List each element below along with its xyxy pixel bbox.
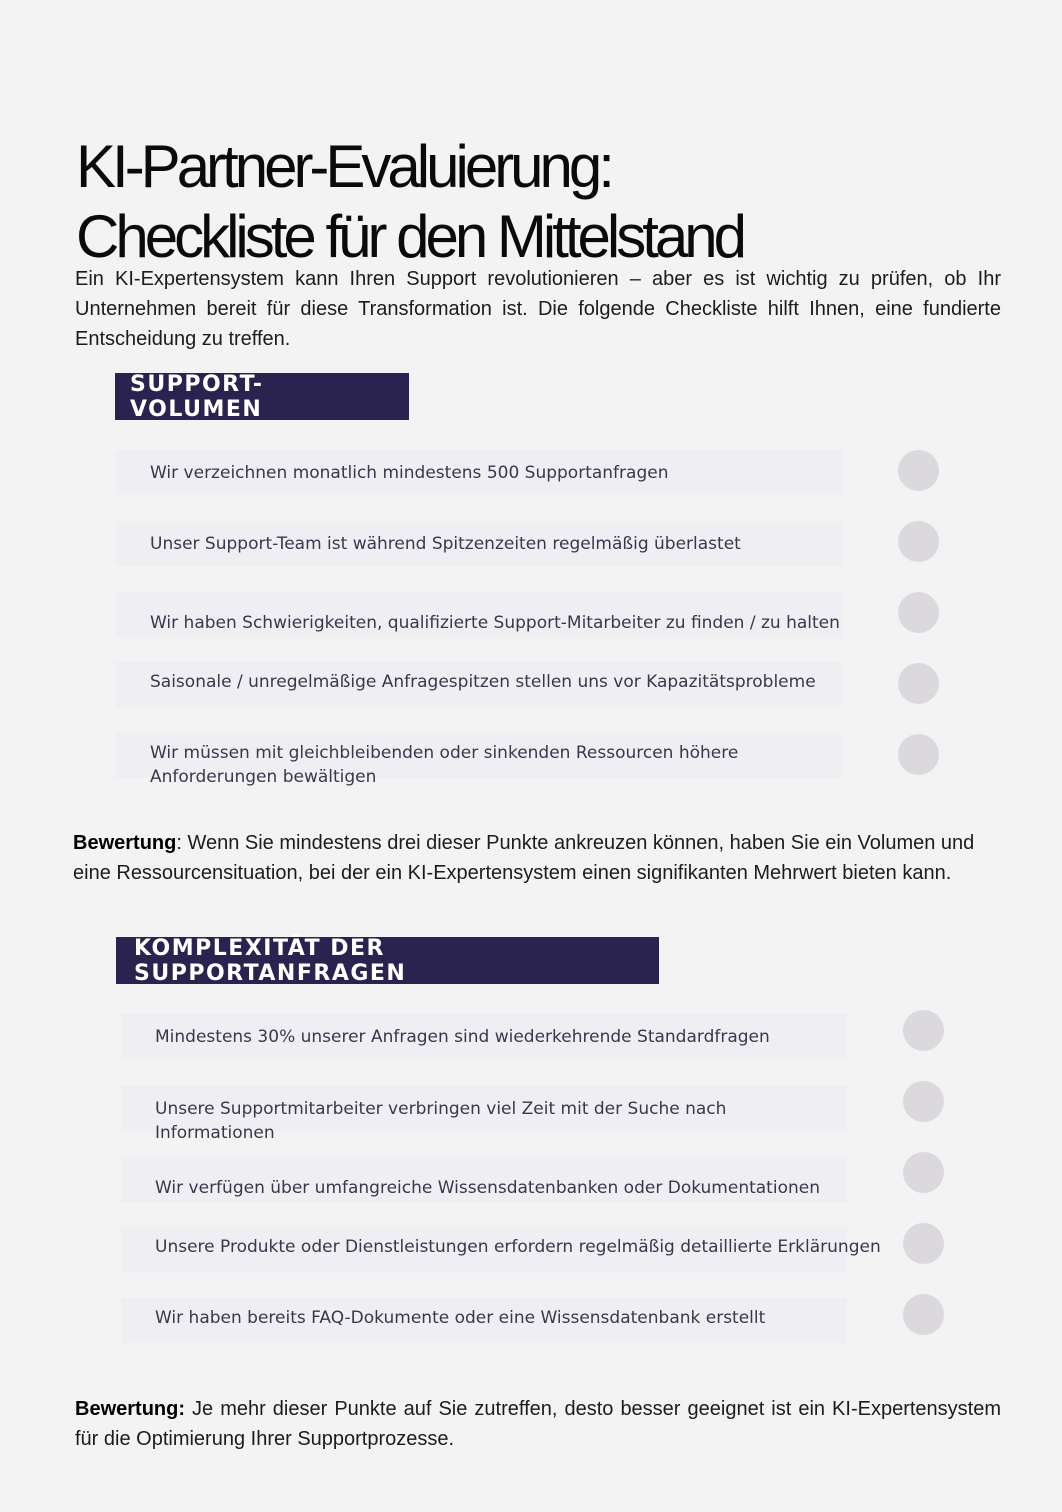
checkbox-circle[interactable]: [903, 1152, 944, 1193]
checklist-item-label: Wir haben bereits FAQ-Dokumente oder eine Wissensdatenbank erstellt: [155, 1308, 766, 1328]
checklist-item-label: Saisonale / unregelmäßige Anfragespitzen stellen uns vor Kapazitätsprobleme: [150, 672, 816, 692]
page-title-line-2: Checkliste für den Mittelstand: [76, 203, 744, 271]
checklist-item-label: Unsere Produkte oder Dienstleistungen erfordern regelmäßig detaillierte Erklärungen: [155, 1237, 881, 1257]
checkbox-circle[interactable]: [898, 734, 939, 775]
checklist-item-label: Wir verzeichnen monatlich mindestens 500 Supportanfragen: [150, 463, 669, 483]
checkbox-circle[interactable]: [898, 450, 939, 491]
checkbox-circle[interactable]: [903, 1223, 944, 1264]
checkbox-circle[interactable]: [898, 592, 939, 633]
checkbox-circle[interactable]: [898, 521, 939, 562]
section-header-support-volumen: SUPPORT-VOLUMEN: [115, 373, 409, 420]
intro-paragraph: Ein KI-Expertensystem kann Ihren Support revolutionieren – aber es ist wichtig zu prüfen, ob Ihr Unternehmen bereit für diese Transformation ist. Die folgende Checkliste hilft Ihnen, eine fundierte Entscheidung zu treffen.: [75, 268, 1001, 350]
checkbox-circle[interactable]: [903, 1010, 944, 1051]
checklist-item-label: Unsere Supportmitarbeiter verbringen viel Zeit mit der Suche nach Informationen: [155, 1099, 727, 1143]
checkbox-circle[interactable]: [898, 663, 939, 704]
checklist-item-label: Wir verfügen über umfangreiche Wissensdatenbanken oder Dokumentationen: [155, 1178, 820, 1198]
page-title: [76, 132, 996, 272]
checklist-item-label: Wir müssen mit gleichbleibenden oder sinkenden Ressourcen höhere Anforderungen bewältigen: [150, 743, 739, 787]
page-title-line-1: KI-Partner-Evaluierung:: [76, 133, 611, 201]
section-header-komplexitaet: KOMPLEXITÄT DER SUPPORTANFRAGEN: [116, 937, 659, 984]
rating-paragraph: [73, 828, 1003, 888]
rating-label: Bewertung:: [75, 1398, 185, 1420]
rating-text: Je mehr dieser Punkte auf Sie zutreffen, desto besser geeignet ist ein KI-Expertensystem für die Optimierung Ihrer Supportprozesse.: [75, 1398, 1001, 1450]
checklist-item-label: Unser Support-Team ist während Spitzenzeiten regelmäßig überlastet: [150, 534, 741, 554]
rating-text: : Wenn Sie mindestens drei dieser Punkte ankreuzen können, haben Sie ein Volumen und eine Ressourcensituation, bei der ein KI-Expertensystem einen signifikanten Mehrwert bieten kann.: [73, 832, 975, 884]
checkbox-circle[interactable]: [903, 1294, 944, 1335]
checkbox-circle[interactable]: [903, 1081, 944, 1122]
rating-paragraph: [75, 1394, 1001, 1454]
checklist-item-label: Wir haben Schwierigkeiten, qualifizierte Support-Mitarbeiter zu finden / zu halten: [150, 613, 840, 633]
rating-label: Bewertung: [73, 832, 177, 854]
checklist-item-label: Mindestens 30% unserer Anfragen sind wiederkehrende Standardfragen: [155, 1027, 770, 1047]
